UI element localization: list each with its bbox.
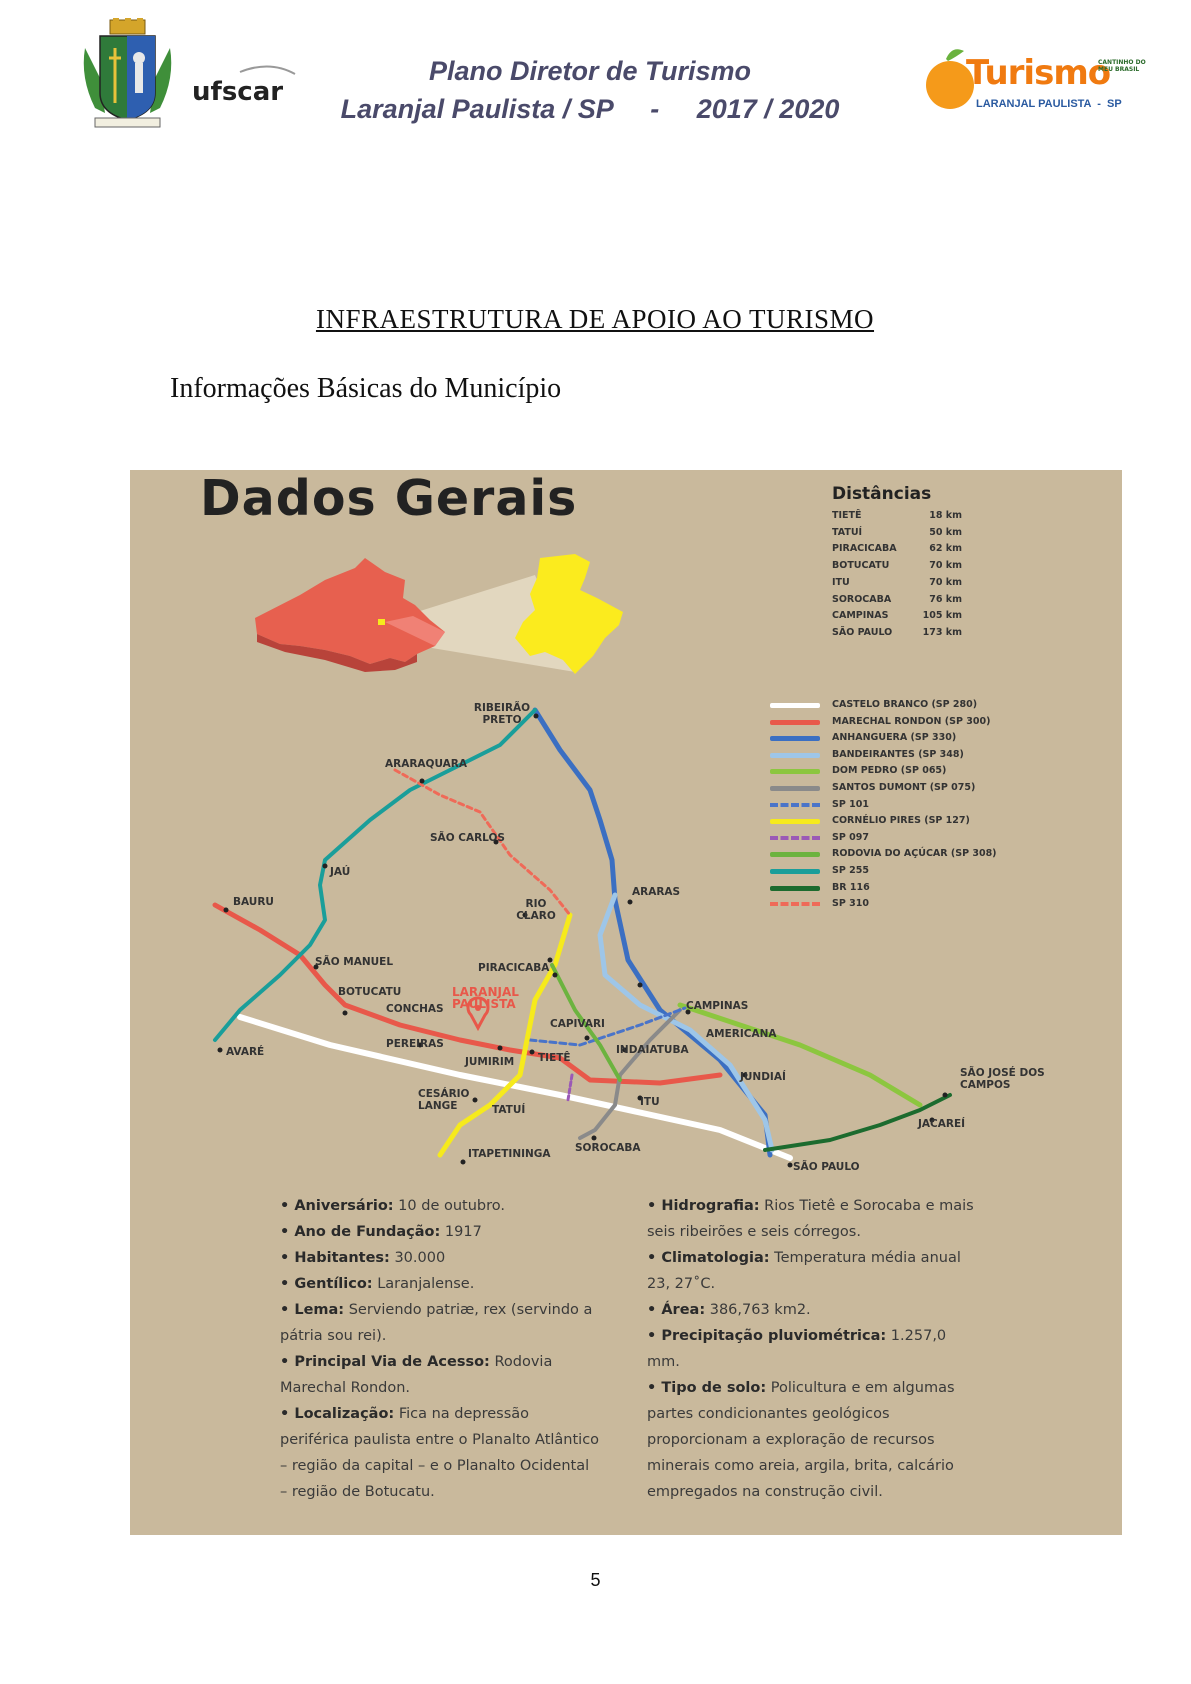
distance-city: ITU <box>832 576 850 588</box>
info-label: Área: <box>661 1302 706 1318</box>
turismo-logo <box>918 45 1148 120</box>
bullet-icon: • <box>280 1302 295 1318</box>
info-value: 30.000 <box>389 1250 446 1266</box>
info-label: Climatologia: <box>661 1250 770 1266</box>
city-label-capivari: CAPIVARI <box>550 1018 605 1030</box>
info-value: Rodovia Marechal Rondon. <box>280 1354 553 1396</box>
distance-city: SÃO PAULO <box>832 626 893 638</box>
distance-row <box>832 525 962 541</box>
city-label-sorocaba: SOROCABA <box>575 1142 641 1154</box>
city-label-piracicaba: PIRACICABA <box>478 962 550 974</box>
legend-label: BANDEIRANTES (SP 348) <box>832 748 964 760</box>
distance-row <box>832 558 962 574</box>
city-label-sao-carlos: SÃO CARLOS <box>430 832 505 844</box>
header-title-line2: Laranjal Paulista / SP - 2017 / 2020 <box>340 94 840 124</box>
info-value: 10 de outubro. <box>393 1198 505 1214</box>
city-label-campinas: CAMPINAS <box>686 1000 749 1012</box>
city-label-sao-manuel: SÃO MANUEL <box>315 956 394 968</box>
info-item <box>647 1323 977 1375</box>
info-item <box>280 1297 600 1349</box>
info-label: Gentílico: <box>294 1276 373 1292</box>
legend-label: BR 116 <box>832 881 870 893</box>
distance-km: 50 km <box>929 526 962 538</box>
city-label-itu: ITU <box>640 1096 660 1108</box>
legend-label: RODOVIA DO AÇÚCAR (SP 308) <box>832 848 997 860</box>
distance-row <box>832 508 962 524</box>
bullet-icon: • <box>280 1250 295 1266</box>
city-label-tatui: TATUÍ <box>492 1104 526 1116</box>
info-item <box>280 1349 600 1401</box>
info-value: Policultura e em algumas partes condicionantes geológicos proporcionam a exploração de recursos minerais como areia, argila, brita, calcário empregados na construção civil. <box>647 1380 955 1500</box>
city-label-rio-claro: RIO CLARO <box>516 898 556 922</box>
info-item <box>280 1401 600 1505</box>
city-label-araraquara: ARARAQUARA <box>385 758 468 770</box>
info-value: Fica na depressão periférica paulista entre o Planalto Atlântico – região da capital – e o Planalto Ocidental – região de Botucatu. <box>280 1406 600 1500</box>
ufscar-logo <box>190 62 300 112</box>
bullet-icon: • <box>280 1198 295 1214</box>
info-label: Localização: <box>294 1406 395 1422</box>
road-cornelio-pires <box>440 915 570 1155</box>
panel-heading: Dados Gerais <box>200 470 578 527</box>
city-label-sao-paulo: SÃO PAULO <box>793 1161 860 1173</box>
distance-row <box>832 575 962 591</box>
info-item <box>647 1193 977 1245</box>
info-value: Serviendo patriæ, rex (servindo a pátria sou rei). <box>280 1302 593 1344</box>
turismo-logo-tag: CANTINHO DO MEU BRASIL <box>1098 59 1146 73</box>
legend-label: MARECHAL RONDON (SP 300) <box>832 715 991 727</box>
distance-km: 76 km <box>929 593 962 605</box>
city-label-cesario-lange: CESÁRIO LANGE <box>418 1088 470 1112</box>
bullet-icon: • <box>280 1224 295 1240</box>
legend-label: SP 255 <box>832 865 869 876</box>
city-label-jundiai: JUNDIAÍ <box>740 1071 786 1083</box>
info-label: Aniversário: <box>294 1198 394 1214</box>
map-highlight-laranjal-paulista: LARANJAL PAULISTA <box>452 985 519 1011</box>
legend-label: SP 310 <box>832 898 869 910</box>
turismo-logo-sub: LARANJAL PAULISTA - SP <box>976 98 1122 110</box>
city-label-bauru: BAURU <box>233 896 274 908</box>
city-label-jacarei: JACAREÍ <box>918 1118 966 1130</box>
city-label-pereiras: PEREIRAS <box>386 1038 444 1050</box>
bullet-icon: • <box>280 1354 295 1370</box>
info-item <box>647 1245 977 1297</box>
info-item <box>647 1375 977 1505</box>
municipal-coat-of-arms-logo <box>75 18 180 133</box>
header-title-line1: Plano Diretor de Turismo <box>428 56 752 86</box>
city-label-ribeirao-preto: RIBEIRÃO PRETO <box>473 702 531 726</box>
info-right-column <box>647 1193 977 1505</box>
bullet-icon: • <box>647 1302 662 1318</box>
distance-city: TIETÊ <box>832 510 862 521</box>
legend-label: SANTOS DUMONT (SP 075) <box>832 782 976 793</box>
ufscar-logo-text: ufscar <box>192 77 284 107</box>
legend-label: SP 101 <box>832 798 869 810</box>
city-label-indaiatuba: INDAIATUBA <box>616 1044 689 1056</box>
info-label: Principal Via de Acesso: <box>294 1354 490 1370</box>
info-label: Precipitação pluviométrica: <box>661 1328 887 1344</box>
info-item <box>647 1297 977 1323</box>
info-left-column <box>280 1193 600 1505</box>
distance-city: TATUÍ <box>832 526 863 538</box>
section-subtitle: Informações Básicas do Município <box>170 373 562 404</box>
info-value: Rios Tietê e Sorocaba e mais seis ribeirões e seis córregos. <box>647 1198 974 1240</box>
city-label-jau: JAÚ <box>330 866 351 878</box>
info-value: 1.257,0 mm. <box>647 1328 947 1370</box>
distance-km: 70 km <box>929 576 962 588</box>
city-label-itapetininga: ITAPETININGA <box>468 1148 551 1160</box>
distance-city: PIRACICABA <box>832 543 897 555</box>
info-label: Tipo de solo: <box>661 1380 767 1396</box>
distance-city: SOROCABA <box>832 593 892 605</box>
distance-row <box>832 541 962 557</box>
distance-km: 70 km <box>929 560 962 572</box>
info-value: Temperatura média anual 23, 27˚C. <box>647 1250 961 1292</box>
distance-row <box>832 608 962 624</box>
distance-km: 105 km <box>922 610 962 622</box>
distance-city: CAMPINAS <box>832 610 889 622</box>
page-number: 5 <box>590 1570 601 1590</box>
city-label-sao-jose-dos-campos: SÃO JOSÉ DOS CAMPOS <box>960 1067 1045 1091</box>
legend-label: SP 097 <box>832 831 869 843</box>
bullet-icon: • <box>280 1276 295 1292</box>
turismo-logo-text: Turismo <box>966 53 1111 93</box>
section-title: INFRAESTRUTURA DE APOIO AO TURISMO <box>315 304 875 334</box>
distance-km: 62 km <box>929 543 962 555</box>
info-item <box>280 1219 600 1245</box>
bullet-icon: • <box>647 1198 662 1214</box>
info-label: Lema: <box>294 1302 345 1318</box>
legend-label: ANHANGUERA (SP 330) <box>832 732 957 744</box>
bullet-icon: • <box>647 1328 662 1344</box>
distance-row <box>832 625 962 641</box>
distance-city: BOTUCATU <box>832 560 890 572</box>
info-label: Ano de Fundação: <box>294 1224 441 1240</box>
bullet-icon: • <box>647 1250 662 1266</box>
info-value: Laranjalense. <box>372 1276 475 1292</box>
city-label-araras: ARARAS <box>632 886 681 898</box>
distance-km: 173 km <box>922 626 962 638</box>
city-label-americana: AMERICANA <box>706 1028 777 1040</box>
info-item <box>280 1271 600 1297</box>
info-item <box>280 1193 600 1219</box>
info-item <box>280 1245 600 1271</box>
info-value: 386,763 km2. <box>705 1302 811 1318</box>
legend-label: CASTELO BRANCO (SP 280) <box>832 699 978 710</box>
legend-label: DOM PEDRO (SP 065) <box>832 765 947 777</box>
legend-label: CORNÉLIO PIRES (SP 127) <box>832 815 970 827</box>
city-label-avare: AVARÉ <box>226 1046 265 1058</box>
info-label: Hidrografia: <box>661 1198 760 1214</box>
distances-title: Distâncias <box>832 484 932 504</box>
city-label-botucatu: BOTUCATU <box>338 986 402 998</box>
info-value: 1917 <box>440 1224 482 1240</box>
road-map-svg <box>130 680 1122 1180</box>
distance-km: 18 km <box>929 510 962 521</box>
bullet-icon: • <box>647 1380 662 1396</box>
city-label-jumirim: JUMIRIM <box>465 1056 515 1068</box>
info-label: Habitantes: <box>294 1250 390 1266</box>
city-label-conchas: CONCHAS <box>386 1003 444 1015</box>
city-label-tiete: TIETÊ <box>538 1052 571 1064</box>
bullet-icon: • <box>280 1406 295 1422</box>
distance-row <box>832 592 962 608</box>
state-map-illustration <box>245 550 625 690</box>
road-map <box>130 680 1122 1180</box>
